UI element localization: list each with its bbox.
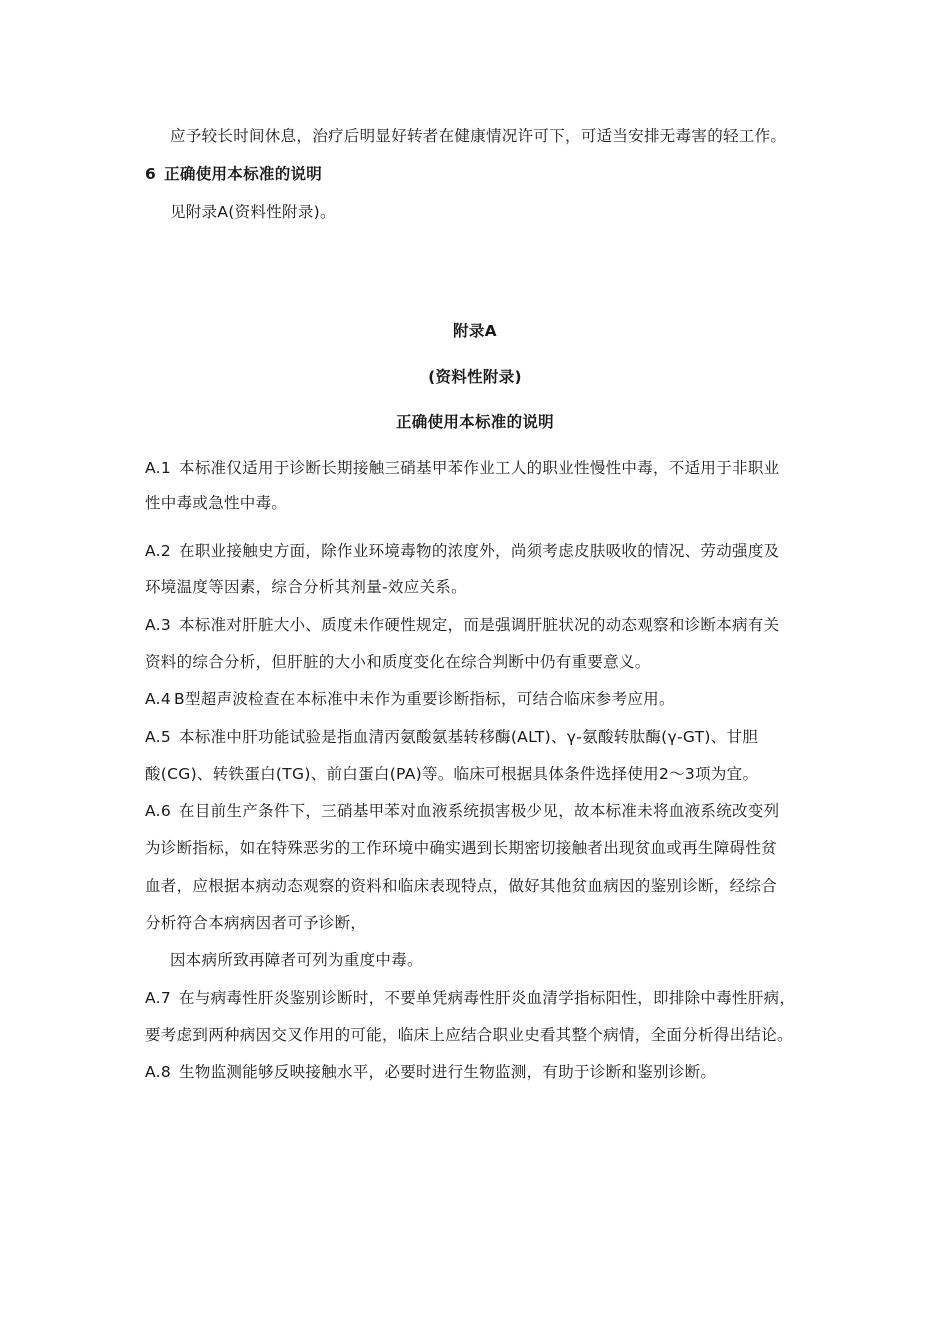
item-a5-line1: 本标准中肝功能试验是指血清丙氨酸氨基转移酶(ALT)、γ-氨酸转肽酶(γ-GT)、甘胆 [179, 728, 759, 746]
item-a6 [145, 799, 779, 821]
item-a2-line1: 在职业接触史方面，除作业环境毒物的浓度外，尚须考虑皮肤吸收的情况、劳动强度及 [179, 542, 780, 560]
item-a6-line5: 因本病所致再障者可列为重度中毒。 [170, 951, 423, 969]
item-a1-line2: 性中毒或急性中毒。 [145, 494, 288, 512]
item-a4-line1: B型超声波检查在本标准中未作为重要诊断指标，可结合临床参考应用。 [174, 690, 675, 708]
item-a8-number: A.8 [145, 1063, 172, 1081]
item-a7-line2: 要考虑到两种病因交叉作用的可能，临床上应结合职业史看其整个病情，全面分析得出结论。 [145, 1026, 793, 1044]
item-a7-line1: 在与病毒性肝炎鉴别诊断时，不要单凭病毒性肝炎血清学指标阳性，即排除中毒性肝病， [179, 989, 796, 1007]
section-6-title: 正确使用本标准的说明 [164, 165, 323, 183]
item-a5-line2: 酸(CG)、转铁蛋白(TG)、前白蛋白(PA)等。临床可根据具体条件选择使用2～3项为宜。 [145, 765, 759, 783]
continuation-text: 应予较长时间休息，治疗后明显好转者在健康情况许可下，可适当安排无毒害的轻工作。 [170, 127, 787, 145]
item-a3-line1: 本标准对肝脏大小、质度未作硬性规定，而是强调肝脏状况的动态观察和诊断本病有关 [179, 616, 780, 634]
section-6-body: 见附录A(资料性附录)。 [170, 203, 336, 221]
item-a2-line2: 环境温度等因素，综合分析其剂量-效应关系。 [145, 578, 467, 596]
item-a7 [145, 986, 795, 1008]
item-a3-line2: 资料的综合分析，但肝脏的大小和质度变化在综合判断中仍有重要意义。 [145, 653, 651, 671]
item-a6-line2: 为诊断指标，如在特殊恶劣的工作环境中确实遇到长期密切接触者出现贫血或再生障碍性贫 [145, 839, 778, 857]
item-a6-line3: 血者，应根据本病动态观察的资料和临床表现特点，做好其他贫血病因的鉴别诊断，经综合 [145, 877, 778, 895]
item-a6-line4: 分析符合本病病因者可予诊断， [145, 914, 367, 932]
appendix-subtitle: (资料性附录) [428, 368, 522, 386]
item-a3-number: A.3 [145, 616, 172, 634]
appendix-heading: 正确使用本标准的说明 [395, 413, 554, 431]
item-a6-line1: 在目前生产条件下，三硝基甲苯对血液系统损害极少见，故本标准未将血液系统改变列 [179, 802, 780, 820]
item-a2 [145, 539, 779, 561]
appendix-title: 附录A [453, 322, 497, 340]
item-a4 [145, 687, 675, 709]
item-a4-number: A.4 [145, 690, 172, 708]
item-a8 [145, 1060, 716, 1082]
item-a1-number: A.1 [145, 459, 172, 477]
item-a2-number: A.2 [145, 542, 172, 560]
section-6-number: 6 [145, 165, 157, 183]
item-a1 [145, 456, 779, 478]
item-a5 [145, 725, 758, 747]
item-a1-line1: 本标准仅适用于诊断长期接触三硝基甲苯作业工人的职业性慢性中毒，不适用于非职业 [179, 459, 780, 477]
item-a8-line1: 生物监测能够反映接触水平，必要时进行生物监测，有助于诊断和鉴别诊断。 [179, 1063, 717, 1081]
item-a3 [145, 613, 779, 635]
item-a6-number: A.6 [145, 802, 172, 820]
item-a7-number: A.7 [145, 989, 172, 1007]
item-a5-number: A.5 [145, 728, 172, 746]
section-6-heading [145, 162, 322, 184]
